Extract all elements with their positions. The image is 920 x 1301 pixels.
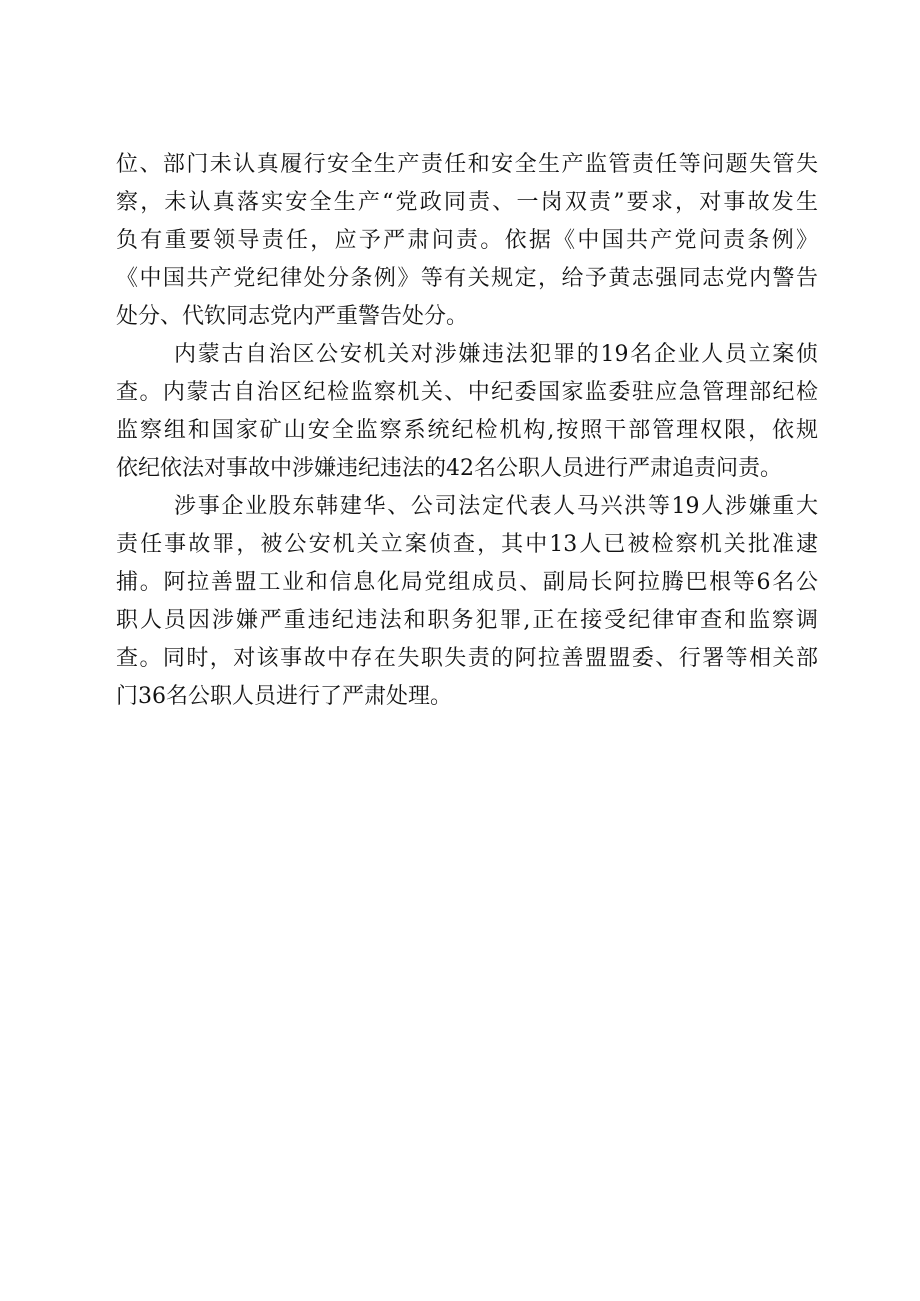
text-line: 涉事企业股东韩建华、公司法定代表人马兴洪等19人涉嫌重大 — [174, 494, 818, 519]
text-line: 职人员因涉嫌严重违纪违法和职务犯罪,正在接受纪律审查和监察调 — [116, 608, 818, 633]
text-line: 查。同时，对该事故中存在失职失责的阿拉善盟盟委、行署等相关部 — [116, 646, 818, 671]
paragraph-investigation — [116, 336, 818, 488]
text-line: 位、部门未认真履行安全生产责任和安全生产监管责任等问题失管失 — [116, 152, 818, 177]
text-line: 查。内蒙古自治区纪检监察机关、中纪委国家监委驻应急管理部纪检 — [116, 380, 818, 405]
document-body — [116, 146, 818, 716]
text-line: 处分、代钦同志党内严重警告处分。 — [116, 304, 469, 329]
paragraph-prosecution — [116, 488, 818, 716]
text-line: 捕。阿拉善盟工业和信息化局党组成员、副局长阿拉腾巴根等6名公 — [116, 570, 818, 595]
text-line: 内蒙古自治区公安机关对涉嫌违法犯罪的19名企业人员立案侦 — [174, 342, 818, 367]
text-line: 责任事故罪，被公安机关立案侦查，其中13人已被检察机关批准逮 — [116, 532, 818, 557]
text-line: 门36名公职人员进行了严肃处理。 — [116, 684, 452, 709]
paragraph-accountability — [116, 146, 818, 336]
text-line: 察，未认真落实安全生产“党政同责、一岗双责”要求，对事故发生 — [116, 190, 818, 215]
text-line: 依纪依法对事故中涉嫌违纪违法的42名公职人员进行严肃追责问责。 — [116, 456, 782, 481]
text-line: 监察组和国家矿山安全监察系统纪检机构,按照干部管理权限，依规 — [116, 418, 818, 443]
text-line: 《中国共产党纪律处分条例》等有关规定，给予黄志强同志党内警告 — [116, 266, 818, 291]
text-line: 负有重要领导责任，应予严肃问责。依据《中国共产党问责条例》 — [116, 228, 818, 253]
